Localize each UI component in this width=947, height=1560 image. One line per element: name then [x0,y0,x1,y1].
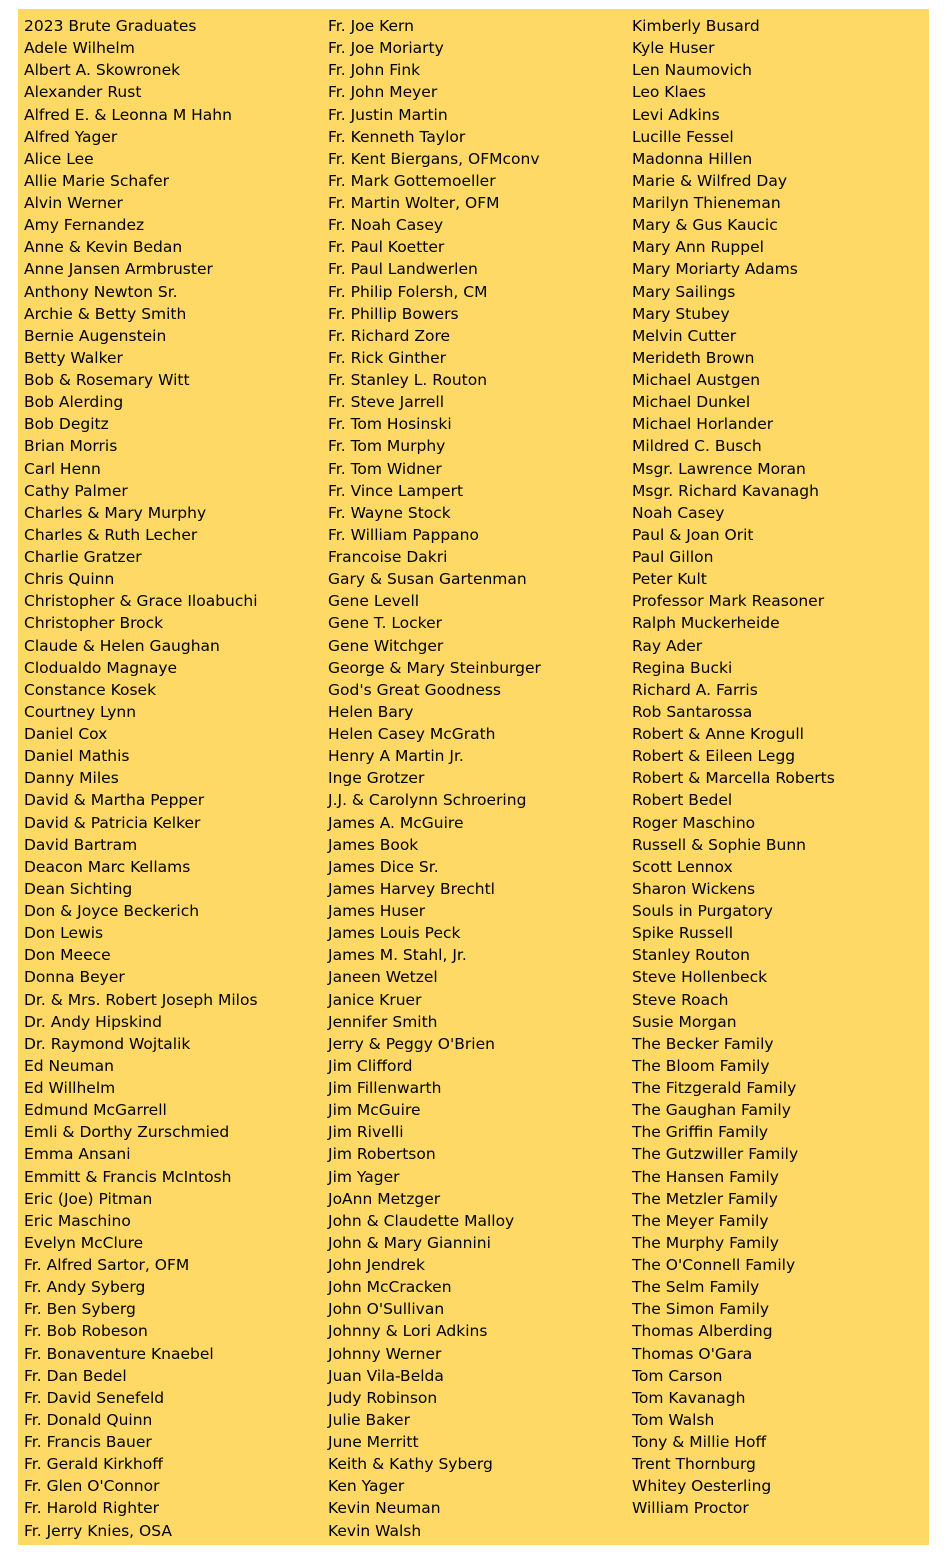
name-entry: William Proctor [632,1499,749,1518]
name-entry: Robert & Anne Krogull [632,725,804,743]
name-entry: The Simon Family [632,1300,770,1319]
name-entry: Charles & Mary Murphy [24,503,207,522]
name-entry: Carl Henn [24,459,101,478]
name-entry: Stanley Routon [632,946,750,965]
name-entry: Madonna Hillen [632,149,753,168]
name-entry: Amy Fernandez [24,216,145,235]
name-entry: Archie & Betty Smith [24,304,187,323]
name-entry: Steve Roach [632,990,729,1009]
name-entry: Mary Sailings [632,282,736,301]
name-entry: Anthony Newton Sr. [24,282,178,301]
name-entry: The Murphy Family [632,1233,779,1252]
name-entry: Fr. Phillip Bowers [328,304,459,323]
name-entry: Donna Beyer [24,968,125,987]
name-entry: Emmitt & Francis McIntosh [24,1167,232,1186]
name-entry: June Merritt [328,1433,419,1451]
name-entry: Helen Bary [328,702,414,721]
name-entry: Fr. Donald Quinn [24,1410,153,1429]
name-entry: The Selm Family [632,1278,760,1297]
name-entry: Marilyn Thieneman [632,194,781,212]
name-entry: The Griffin Family [632,1123,769,1142]
name-entry: The Metzler Family [632,1189,778,1208]
name-entry: Levi Adkins [632,105,720,124]
name-entry: Len Naumovich [632,61,752,80]
name-entry: Fr. David Senefeld [24,1388,165,1407]
name-entry: Albert A. Skowronek [24,61,181,80]
name-entry: Betty Walker [24,348,123,367]
name-entry: Ed Neuman [24,1056,114,1075]
name-entry: Constance Kosek [24,680,157,699]
name-entry: The Hansen Family [632,1167,779,1186]
name-entry: Janice Kruer [328,990,422,1009]
name-entry: Gary & Susan Gartenman [328,570,527,589]
name-entry: James A. McGuire [328,813,464,832]
name-entry: Fr. Kenneth Taylor [328,127,466,146]
name-entry: Jim McGuire [328,1101,421,1120]
name-entry: Christopher & Grace Iloabuchi [24,592,258,611]
name-entry: Bernie Augenstein [24,326,167,345]
name-entry: Fr. Paul Landwerlen [328,260,478,279]
name-entry: Leo Klaes [632,83,706,102]
name-entry: Lucille Fessel [632,127,734,146]
name-entry: Brian Morris [24,437,118,456]
name-entry: Jim Robertson [328,1145,436,1164]
name-entry: Anne & Kevin Bedan [24,238,183,257]
name-entry: Edmund McGarrell [24,1101,167,1120]
name-entry: Johnny Werner [328,1344,442,1363]
name-entry: Michael Austgen [632,371,761,389]
name-entry: Fr. Bonaventure Knaebel [24,1344,214,1363]
name-entry: Robert & Eileen Legg [632,747,796,766]
name-entry: Fr. Jerry Knies, OSA [24,1521,172,1540]
name-entry: Fr. Bob Robeson [24,1322,148,1341]
name-entry: Jim Yager [328,1167,400,1186]
name-entry: Fr. William Pappano [328,525,479,544]
name-entry: Fr. Tom Murphy [328,437,446,456]
name-entry: Ray Ader [632,636,703,655]
name-entry: Msgr. Richard Kavanagh [632,481,819,500]
name-entry: James M. Stahl, Jr. [328,946,467,965]
name-entry: Fr. Mark Gottemoeller [328,171,496,190]
name-entry: John & Mary Giannini [328,1233,491,1252]
name-entry: Juan Vila-Belda [328,1366,444,1385]
name-entry: James Louis Peck [328,924,461,943]
name-entry: Eric Maschino [24,1211,131,1230]
name-entry: Mary Moriarty Adams [632,260,798,279]
name-entry: Fr. Ben Syberg [24,1300,136,1319]
name-entry: 2023 Brute Graduates [24,17,197,35]
name-entry: Judy Robinson [328,1388,438,1407]
name-entry: Jim Clifford [328,1056,413,1075]
name-entry: J.J. & Carolynn Schroering [328,791,527,810]
name-entry: James Huser [328,902,426,920]
name-entry: Julie Baker [328,1410,410,1429]
name-entry: Don Lewis [24,924,104,943]
name-entry: Fr. Kent Biergans, OFMconv [328,149,540,168]
name-entry: Charles & Ruth Lecher [24,525,198,544]
name-entry: Gene T. Locker [328,614,443,633]
name-entry: Alice Lee [24,149,94,168]
name-entry: Evelyn McClure [24,1233,144,1252]
name-entry: Scott Lennox [632,857,733,876]
name-entry: Mary Ann Ruppel [632,238,764,257]
name-entry: Henry A Martin Jr. [328,747,464,766]
name-entry: Marie & Wilfred Day [632,171,788,190]
name-entry: Fr. Stanley L. Routon [328,371,488,389]
name-entry: Steve Hollenbeck [632,968,768,987]
name-entry: Thomas O'Gara [632,1344,753,1363]
name-entry: Michael Dunkel [632,393,751,412]
name-entry: Souls in Purgatory [632,902,773,920]
name-entry: God's Great Goodness [328,680,502,699]
name-entry: John Jendrek [328,1256,425,1274]
name-entry: Fr. Rick Ginther [328,348,447,367]
name-entry: Johnny & Lori Adkins [328,1322,488,1341]
name-entry: David & Martha Pepper [24,791,205,810]
name-entry: Fr. Alfred Sartor, OFM [24,1256,190,1274]
names-column-2 [328,15,541,1542]
name-entry: Fr. Andy Syberg [24,1278,146,1297]
name-entry: Whitey Oesterling [632,1477,772,1496]
name-entry: Dr. Andy Hipskind [24,1012,162,1031]
name-entry: Susie Morgan [632,1012,737,1031]
name-entry: Ed Willhelm [24,1079,116,1097]
name-entry: Jim Rivelli [328,1123,404,1142]
name-entry: Eric (Joe) Pitman [24,1189,153,1208]
name-entry: Mary Stubey [632,304,730,323]
name-entry: Noah Casey [632,503,725,522]
name-entry: Keith & Kathy Syberg [328,1455,493,1474]
name-entry: Bob Alerding [24,393,124,412]
name-entry: Don Meece [24,946,111,965]
name-entry: Melvin Cutter [632,326,737,345]
name-entry: Bob Degitz [24,415,109,434]
name-entry: Danny Miles [24,769,119,788]
name-entry: James Harvey Brechtl [328,879,495,898]
name-entry: Sharon Wickens [632,879,756,898]
name-entry: Charlie Gratzer [24,548,142,566]
name-entry: The Bloom Family [632,1056,770,1075]
name-entry: Mary & Gus Kaucic [632,216,778,235]
names-column-1 [24,15,258,1542]
name-entry: John O'Sullivan [328,1300,445,1319]
name-entry: Alfred Yager [24,127,118,146]
name-entry: Spike Russell [632,924,734,943]
name-entry: Fr. Martin Wolter, OFM [328,194,500,212]
name-entry: David & Patricia Kelker [24,813,201,832]
name-entry: Jim Fillenwarth [328,1079,442,1097]
name-entry: Kimberly Busard [632,17,760,35]
name-entry: Rob Santarossa [632,702,753,721]
name-entry: Fr. Francis Bauer [24,1433,152,1451]
name-entry: The O'Connell Family [632,1256,796,1274]
name-entry: Emma Ansani [24,1145,131,1164]
name-entry: Dean Sichting [24,879,133,898]
name-entry: Fr. Joe Kern [328,17,414,35]
name-entry: The Gaughan Family [632,1101,791,1120]
name-entry: Kevin Neuman [328,1499,441,1518]
name-entry: James Book [328,835,419,854]
name-entry: Fr. Richard Zore [328,326,451,345]
name-entry: David Bartram [24,835,138,854]
name-entry: Alexander Rust [24,83,142,102]
name-entry: Clodualdo Magnaye [24,658,178,677]
name-entry: Fr. Tom Widner [328,459,442,478]
name-entry: Gene Levell [328,592,420,611]
name-entry: Fr. John Meyer [328,83,438,102]
name-entry: Bob & Rosemary Witt [24,371,190,389]
name-entry: Fr. Wayne Stock [328,503,451,522]
name-entry: Alvin Werner [24,194,123,212]
name-entry: Paul Gillon [632,548,714,566]
name-entry: Anne Jansen Armbruster [24,260,213,279]
name-entry: Fr. John Fink [328,61,421,80]
name-entry: Fr. Harold Righter [24,1499,160,1518]
name-entry: Msgr. Lawrence Moran [632,459,806,478]
name-entry: Adele Wilhelm [24,39,135,58]
name-entry: Daniel Cox [24,725,108,743]
name-entry: Francoise Dakri [328,548,448,566]
names-column-3 [632,15,835,1520]
name-entry: Professor Mark Reasoner [632,592,825,611]
name-entry: Michael Horlander [632,415,774,434]
name-entry: The Fitzgerald Family [632,1079,797,1097]
name-entry: Peter Kult [632,570,707,589]
name-entry: Ralph Muckerheide [632,614,780,633]
name-entry: Fr. Justin Martin [328,105,448,124]
name-entry: Inge Grotzer [328,769,425,788]
name-entry: Robert & Marcella Roberts [632,769,835,788]
name-entry: John & Claudette Malloy [328,1211,515,1230]
name-entry: Fr. Dan Bedel [24,1366,127,1385]
name-entry: Russell & Sophie Bunn [632,835,806,854]
name-entry: Deacon Marc Kellams [24,857,191,876]
name-entry: Fr. Paul Koetter [328,238,445,257]
name-entry: Fr. Vince Lampert [328,481,464,500]
name-entry: Fr. Gerald Kirkhoff [24,1455,163,1474]
name-entry: Roger Maschino [632,813,756,832]
name-entry: Daniel Mathis [24,747,130,766]
name-entry: Paul & Joan Orit [632,525,754,544]
names-list-panel [18,9,929,1545]
name-entry: Tom Walsh [632,1410,715,1429]
name-entry: Janeen Wetzel [328,968,438,987]
name-entry: Gene Witchger [328,636,444,655]
name-entry: Tom Kavanagh [632,1388,746,1407]
name-entry: Dr. Raymond Wojtalik [24,1034,191,1053]
name-entry: John McCracken [328,1278,452,1297]
name-entry: Fr. Philip Folersh, CM [328,282,488,301]
name-entry: Dr. & Mrs. Robert Joseph Milos [24,990,258,1009]
name-entry: Courtney Lynn [24,702,137,721]
name-entry: Allie Marie Schafer [24,171,170,190]
name-entry: Claude & Helen Gaughan [24,636,220,655]
name-entry: Richard A. Farris [632,680,758,699]
name-entry: Robert Bedel [632,791,733,810]
name-entry: Christopher Brock [24,614,164,633]
name-entry: Fr. Glen O'Connor [24,1477,160,1496]
name-entry: The Gutzwiller Family [632,1145,799,1164]
name-entry: The Meyer Family [632,1211,769,1230]
name-entry: Kevin Walsh [328,1521,422,1540]
name-entry: James Dice Sr. [328,857,439,876]
name-entry: Helen Casey McGrath [328,725,496,743]
name-entry: Emli & Dorthy Zurschmied [24,1123,230,1142]
name-entry: Ken Yager [328,1477,405,1496]
name-entry: Don & Joyce Beckerich [24,902,200,920]
name-entry: Cathy Palmer [24,481,128,500]
name-entry: Trent Thornburg [632,1455,756,1474]
name-entry: Tom Carson [632,1366,723,1385]
name-entry: Alfred E. & Leonna M Hahn [24,105,232,124]
name-entry: Thomas Alberding [632,1322,773,1341]
name-entry: Regina Bucki [632,658,733,677]
name-entry: The Becker Family [632,1034,774,1053]
name-entry: Jennifer Smith [328,1012,438,1031]
name-entry: Kyle Huser [632,39,715,58]
name-entry: Fr. Noah Casey [328,216,444,235]
name-entry: Fr. Steve Jarrell [328,393,445,412]
name-entry: Merideth Brown [632,348,755,367]
name-entry: George & Mary Steinburger [328,658,541,677]
name-entry: JoAnn Metzger [328,1189,441,1208]
name-entry: Tony & Millie Hoff [632,1433,767,1451]
name-entry: Mildred C. Busch [632,437,762,456]
name-entry: Jerry & Peggy O'Brien [328,1034,495,1053]
name-entry: Fr. Tom Hosinski [328,415,452,434]
name-entry: Chris Quinn [24,570,115,589]
name-entry: Fr. Joe Moriarty [328,39,444,58]
